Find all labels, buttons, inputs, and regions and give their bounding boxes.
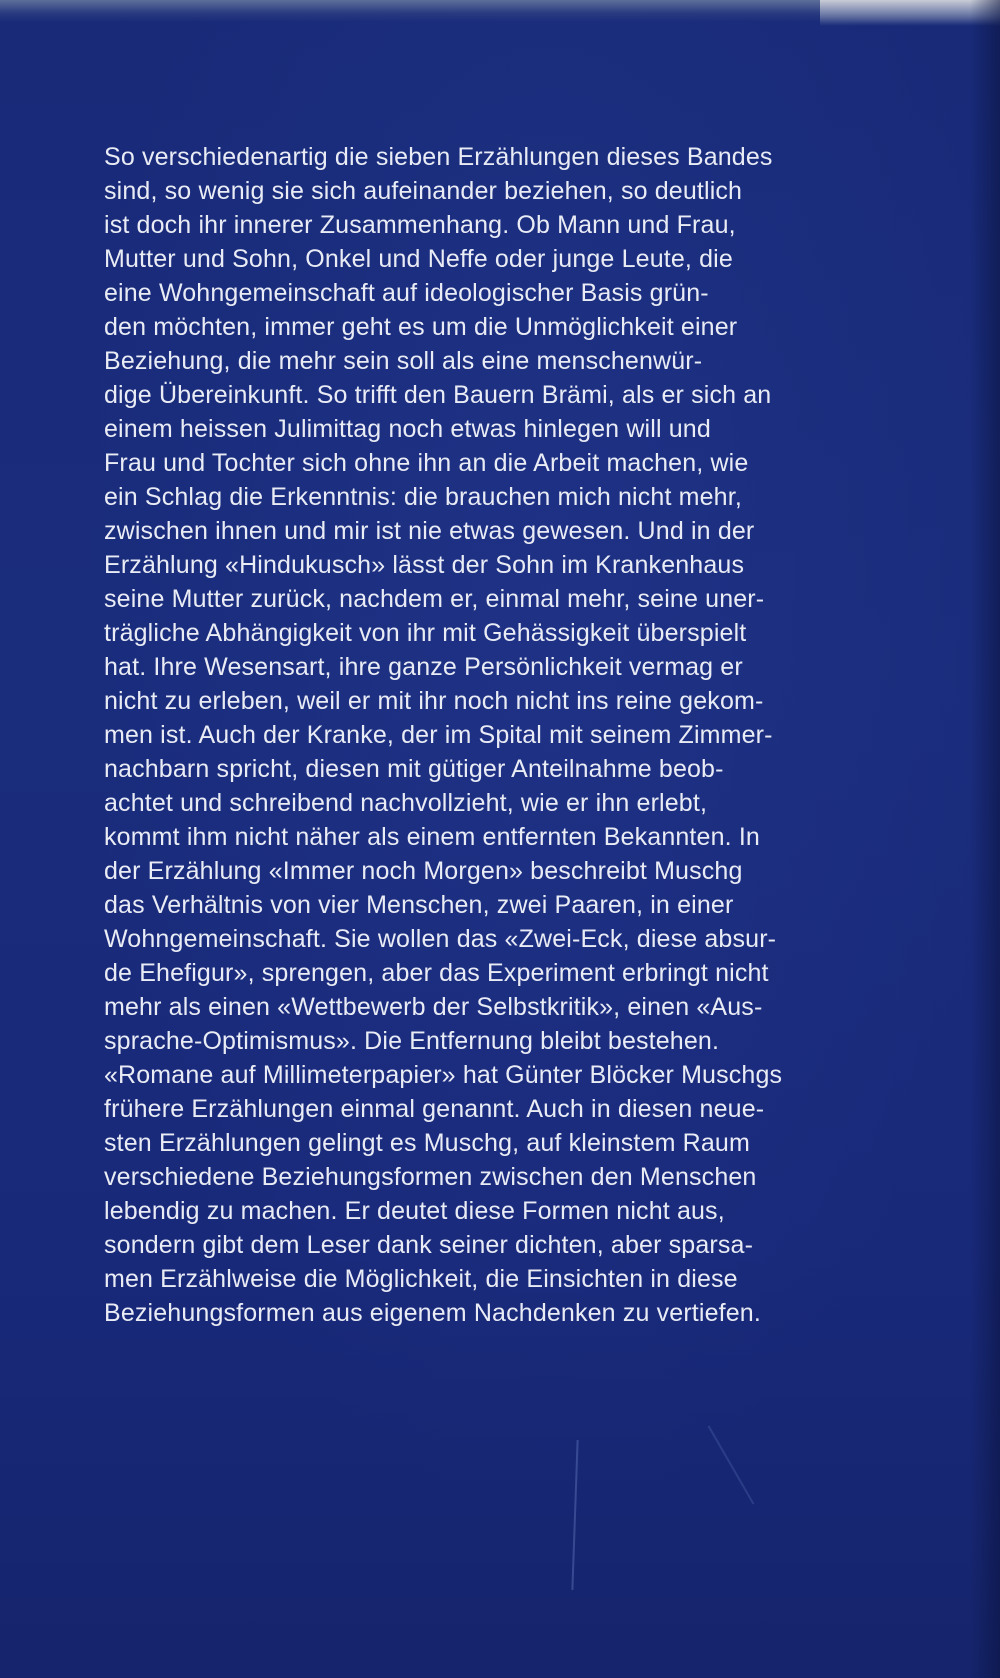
blurb-line: verschiedene Beziehungsformen zwischen den Menschen	[104, 1163, 757, 1191]
cover-spine-shadow	[970, 0, 1000, 1678]
blurb-line: men Erzählweise die Möglichkeit, die Einsichten in diese	[104, 1265, 738, 1293]
blurb-line: sind, so wenig sie sich aufeinander beziehen, so deutlich	[104, 177, 743, 205]
blurb-line: hat. Ihre Wesensart, ihre ganze Persönlichkeit vermag er	[104, 653, 743, 681]
blurb-line: Erzählung «Hindukusch» lässt der Sohn im Krankenhaus	[104, 551, 745, 579]
cover-crease	[571, 1440, 578, 1590]
blurb-line: einem heissen Julimittag noch etwas hinlegen will und	[104, 415, 711, 443]
blurb-text	[104, 140, 924, 1330]
cover-crease	[708, 1426, 755, 1505]
blurb-line: seine Mutter zurück, nachdem er, einmal mehr, seine uner-	[104, 585, 765, 613]
blurb-line: lebendig zu machen. Er deutet diese Formen nicht aus,	[104, 1197, 725, 1225]
blurb-line: men ist. Auch der Kranke, der im Spital mit seinem Zimmer-	[104, 721, 773, 749]
blurb-line: den möchten, immer geht es um die Unmöglichkeit einer	[104, 313, 738, 341]
blurb-line: achtet und schreibend nachvollzieht, wie er ihn erlebt,	[104, 789, 708, 817]
blurb-line: Beziehung, die mehr sein soll als eine menschenwür-	[104, 347, 703, 375]
blurb-line: sten Erzählungen gelingt es Muschg, auf kleinstem Raum	[104, 1129, 750, 1157]
blurb-line: Frau und Tochter sich ohne ihn an die Arbeit machen, wie	[104, 449, 749, 477]
blurb-line: So verschiedenartig die sieben Erzählungen dieses Bandes	[104, 143, 773, 171]
blurb-line: Mutter und Sohn, Onkel und Neffe oder junge Leute, die	[104, 245, 733, 273]
blurb-line: mehr als einen «Wettbewerb der Selbstkritik», einen «Aus-	[104, 993, 763, 1021]
blurb-line: eine Wohngemeinschaft auf ideologischer Basis grün-	[104, 279, 709, 307]
blurb-line: nachbarn spricht, diesen mit gütiger Anteilnahme beob-	[104, 755, 724, 783]
blurb-line: nicht zu erleben, weil er mit ihr noch nicht ins reine gekom-	[104, 687, 764, 715]
blurb-line: frühere Erzählungen einmal genannt. Auch in diesen neue-	[104, 1095, 765, 1123]
blurb-line: der Erzählung «Immer noch Morgen» beschreibt Muschg	[104, 857, 743, 885]
blurb-line: sprache-Optimismus». Die Entfernung bleibt bestehen.	[104, 1027, 720, 1055]
blurb-line: dige Übereinkunft. So trifft den Bauern Brämi, als er sich an	[104, 381, 772, 409]
blurb-line: kommt ihm nicht näher als einem entfernten Bekannten. In	[104, 823, 760, 851]
blurb-line: Beziehungsformen aus eigenem Nachdenken zu vertiefen.	[104, 1299, 761, 1327]
blurb-line: ist doch ihr innerer Zusammenhang. Ob Mann und Frau,	[104, 211, 736, 239]
blurb-line: Wohngemeinschaft. Sie wollen das «Zwei-Eck, diese absur-	[104, 925, 777, 953]
blurb-line: ein Schlag die Erkenntnis: die brauchen mich nicht mehr,	[104, 483, 742, 511]
blurb-line: de Ehefigur», sprengen, aber das Experiment erbringt nicht	[104, 959, 769, 987]
blurb-line: trägliche Abhängigkeit von ihr mit Gehässigkeit überspielt	[104, 619, 747, 647]
blurb-line: das Verhältnis von vier Menschen, zwei Paaren, in einer	[104, 891, 734, 919]
blurb-line: zwischen ihnen und mir ist nie etwas gewesen. Und in der	[104, 517, 755, 545]
blurb-line: sondern gibt dem Leser dank seiner dichten, aber sparsa-	[104, 1231, 754, 1259]
blurb-line: «Romane auf Millimeterpapier» hat Günter Blöcker Muschgs	[104, 1061, 783, 1089]
